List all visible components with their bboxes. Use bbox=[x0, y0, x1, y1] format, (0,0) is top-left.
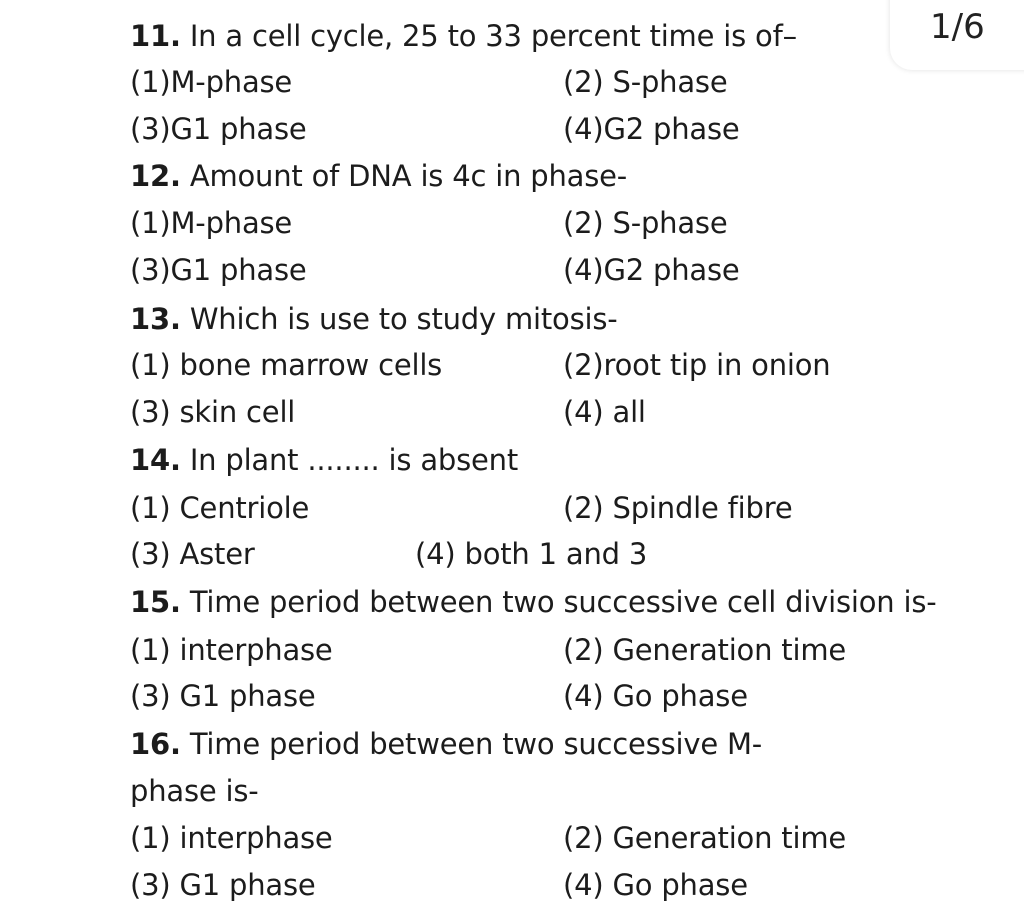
q15-option-1: (1) interphase bbox=[130, 633, 333, 667]
question-number: 14. bbox=[130, 443, 181, 477]
question-16 bbox=[130, 726, 762, 762]
question-text: In plant ........ is absent bbox=[189, 443, 518, 477]
question-number: 13. bbox=[130, 302, 181, 336]
q12-option-1: (1)M-phase bbox=[130, 206, 293, 240]
question-text: Which is use to study mitosis- bbox=[189, 302, 618, 336]
q11-option-2: (2) S-phase bbox=[563, 65, 728, 99]
q16-option-3: (3) G1 phase bbox=[130, 868, 316, 902]
q16-option-1: (1) interphase bbox=[130, 821, 333, 855]
question-14 bbox=[130, 442, 518, 478]
q15-option-4: (4) Go phase bbox=[563, 679, 748, 713]
q13-option-1: (1) bone marrow cells bbox=[130, 348, 443, 382]
page-indicator: 1/6 bbox=[930, 7, 985, 47]
question-15 bbox=[130, 584, 937, 620]
q16-option-4: (4) Go phase bbox=[563, 868, 748, 902]
question-number: 16. bbox=[130, 727, 181, 761]
question-number: 11. bbox=[130, 19, 181, 53]
q14-option-2: (2) Spindle fibre bbox=[563, 491, 793, 525]
question-16-continuation: phase is- bbox=[130, 774, 259, 808]
q12-option-2: (2) S-phase bbox=[563, 206, 728, 240]
q14-option-3: (3) Aster bbox=[130, 537, 255, 571]
q14-option-1: (1) Centriole bbox=[130, 491, 310, 525]
q11-option-4: (4)G2 phase bbox=[563, 112, 740, 146]
question-12 bbox=[130, 158, 627, 194]
question-11 bbox=[130, 18, 797, 54]
q14-option-4: (4) both 1 and 3 bbox=[415, 537, 648, 571]
question-text: Time period between two successive M- bbox=[189, 727, 763, 761]
question-13 bbox=[130, 301, 618, 337]
q16-option-2: (2) Generation time bbox=[563, 821, 847, 855]
question-text: Amount of DNA is 4c in phase- bbox=[189, 159, 628, 193]
q15-option-3: (3) G1 phase bbox=[130, 679, 316, 713]
question-number: 15. bbox=[130, 585, 181, 619]
q12-option-4: (4)G2 phase bbox=[563, 253, 740, 287]
q11-option-3: (3)G1 phase bbox=[130, 112, 307, 146]
q15-option-2: (2) Generation time bbox=[563, 633, 847, 667]
question-text: Time period between two successive cell division is- bbox=[189, 585, 937, 619]
q11-option-1: (1)M-phase bbox=[130, 65, 293, 99]
q13-option-3: (3) skin cell bbox=[130, 395, 296, 429]
q13-option-2: (2)root tip in onion bbox=[563, 348, 831, 382]
question-number: 12. bbox=[130, 159, 181, 193]
q12-option-3: (3)G1 phase bbox=[130, 253, 307, 287]
q13-option-4: (4) all bbox=[563, 395, 646, 429]
question-text: In a cell cycle, 25 to 33 percent time is of– bbox=[189, 19, 797, 53]
